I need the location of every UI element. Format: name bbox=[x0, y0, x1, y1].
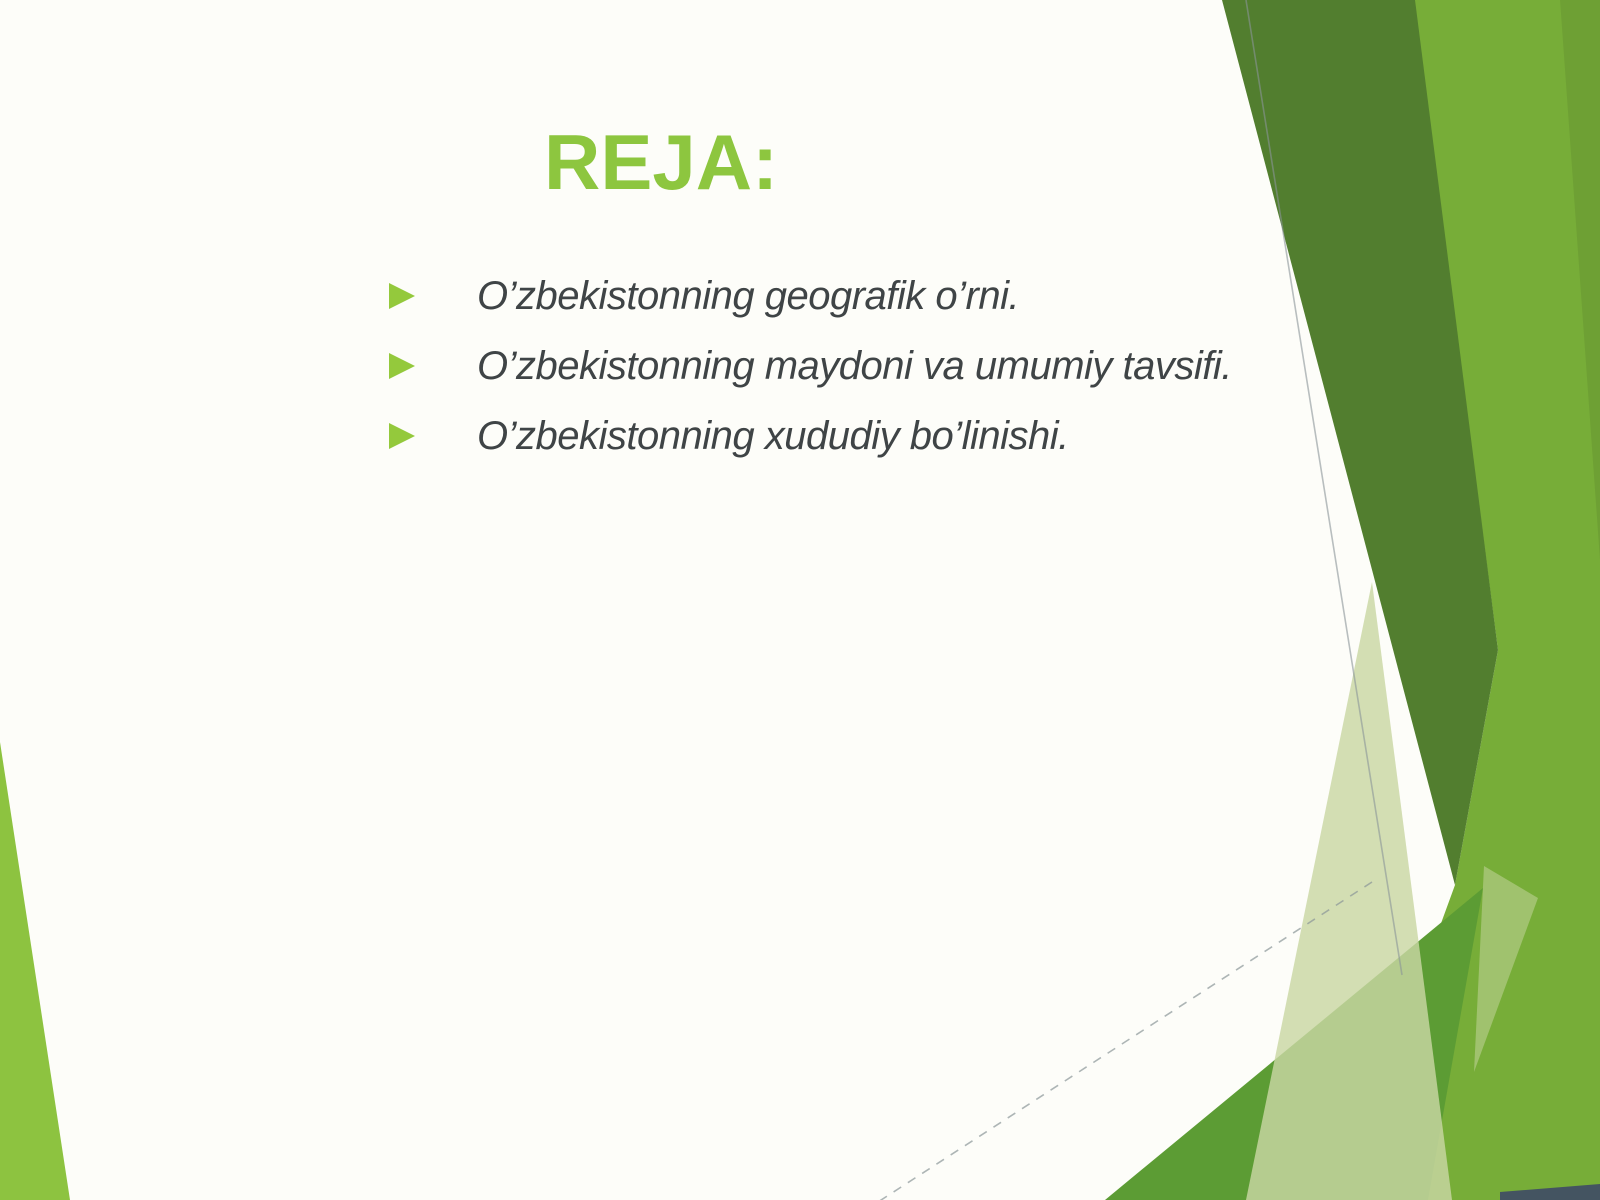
bullet-text: O’zbekistonning xududiy bo’linishi. bbox=[477, 414, 1069, 458]
list-item bbox=[388, 343, 1232, 389]
bullet-list bbox=[388, 273, 1232, 483]
slide-title: REJA: bbox=[544, 118, 779, 206]
bullet-text: O’zbekistonning geografik o’rni. bbox=[477, 274, 1020, 318]
list-item bbox=[388, 273, 1232, 319]
bottom-left-wedge-shape bbox=[0, 742, 70, 1200]
bullet-text: O’zbekistonning maydoni va umumiy tavsifi. bbox=[477, 344, 1232, 388]
bullet-triangle-icon bbox=[388, 353, 415, 379]
bullet-triangle-icon bbox=[388, 283, 415, 309]
list-item bbox=[388, 413, 1232, 459]
bullet-triangle-icon bbox=[388, 423, 415, 449]
